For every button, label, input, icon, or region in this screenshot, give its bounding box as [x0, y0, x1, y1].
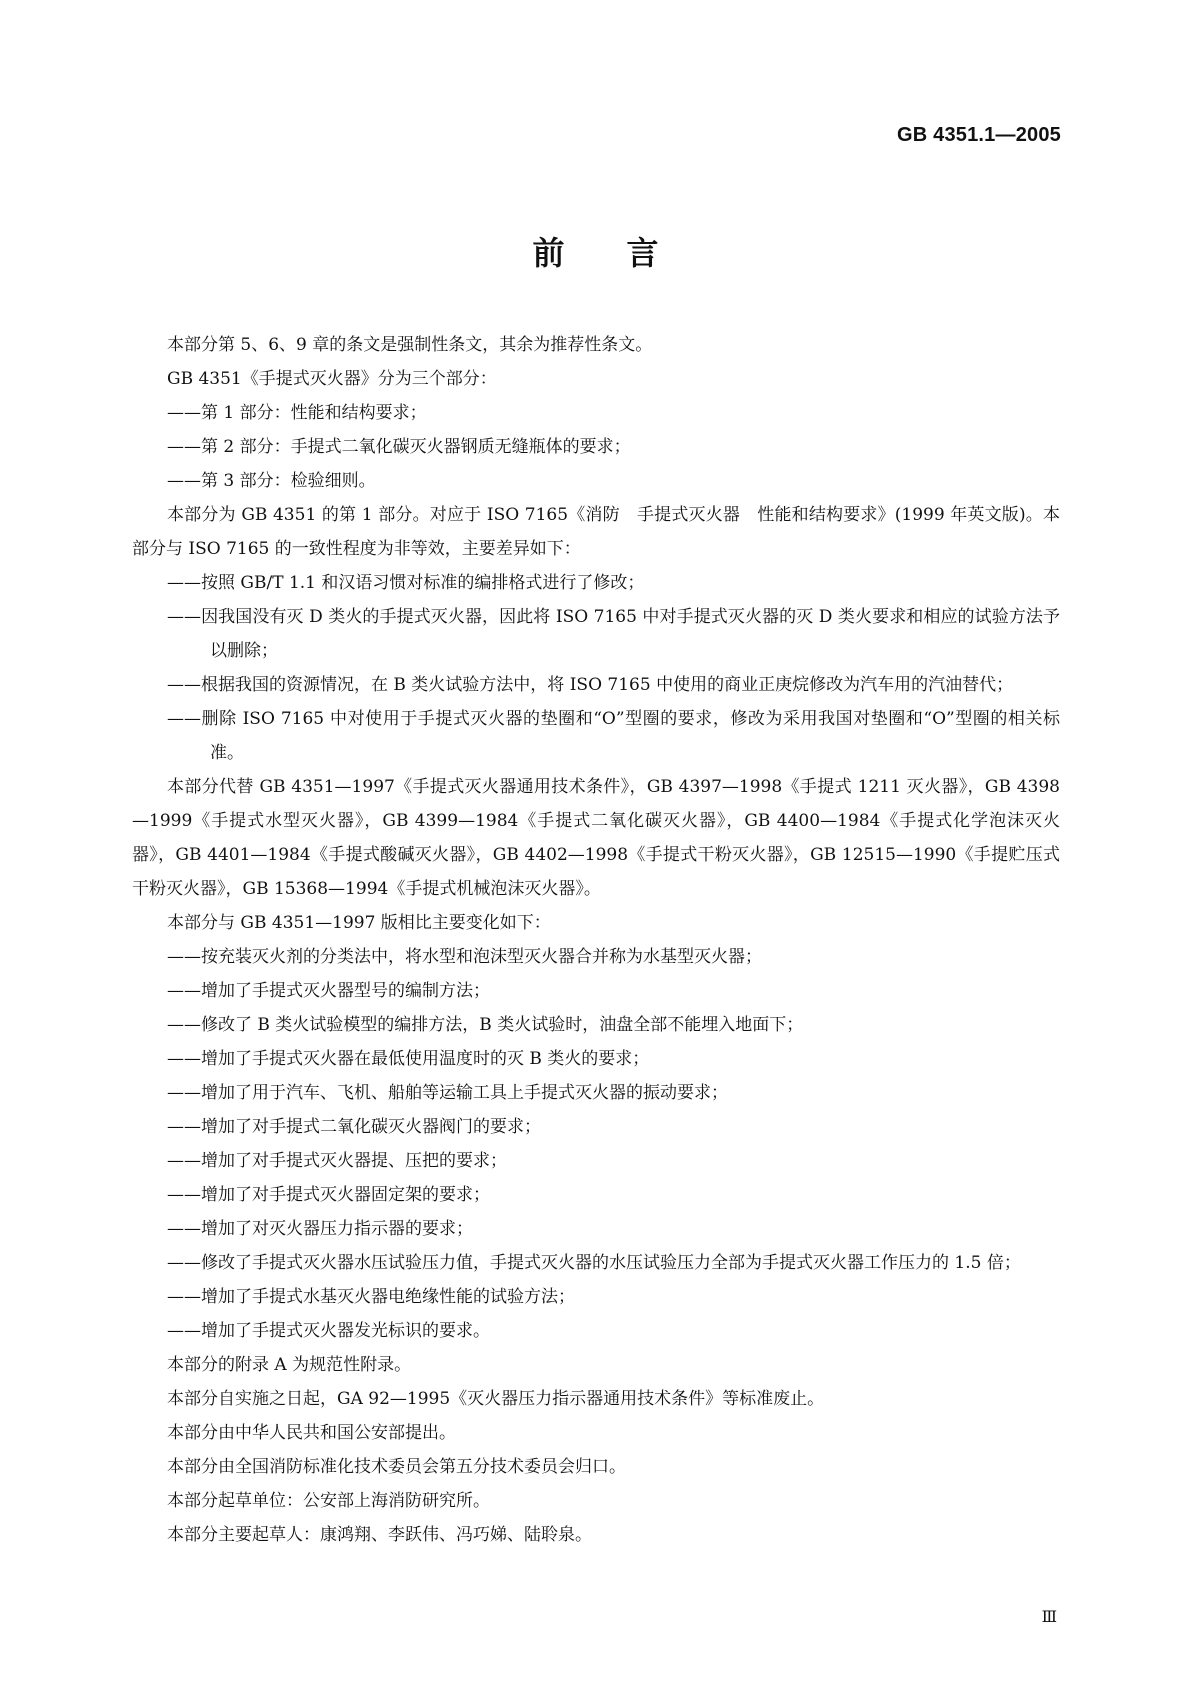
body-paragraph: 本部分由全国消防标准化技术委员会第五分技术委员会归口。	[167, 1457, 626, 1477]
list-item: ——第 1 部分：性能和结构要求；	[167, 403, 427, 423]
list-item: ——修改了手提式灭火器水压试验压力值，手提式灭火器的水压试验压力全部为手提式灭火器工作压力的 1.5 倍；	[167, 1253, 1021, 1273]
body-paragraph: 本部分第 5、6、9 章的条文是强制性条文，其余为推荐性条文。	[167, 335, 653, 355]
list-item: ——增加了对手提式灭火器固定架的要求；	[167, 1185, 490, 1205]
list-item: ——第 3 部分：检验细则。	[167, 471, 376, 491]
body-paragraph: 本部分由中华人民共和国公安部提出。	[167, 1423, 456, 1443]
list-item: ——增加了手提式灭火器在最低使用温度时的灭 B 类火的要求；	[167, 1049, 650, 1069]
body-paragraph: 本部分自实施之日起，GA 92—1995《灭火器压力指示器通用技术条件》等标准废止。	[167, 1389, 825, 1409]
list-item: ——第 2 部分：手提式二氧化碳灭火器钢质无缝瓶体的要求；	[167, 437, 631, 457]
body-paragraph: 本部分为 GB 4351 的第 1 部分。对应于 ISO 7165《消防 手提式灭火器 性能和结构要求》(1999 年英文版)。本部分与 ISO 7165 的一致性程度为非等效，主要差异如下：	[132, 505, 1060, 559]
page-number: Ⅲ	[1041, 1607, 1058, 1626]
list-item: ——增加了对手提式灭火器提、压把的要求；	[167, 1151, 507, 1171]
body-paragraph: 本部分代替 GB 4351—1997《手提式灭火器通用技术条件》，GB 4397—1998《手提式 1211 灭火器》，GB 4398—1999《手提式水型灭火器》，GB 4399—1984《手提式二氧化碳灭火器》，GB 4400—1984《手提式化学泡沫灭火器》，GB 4401—1984《手提式酸碱灭火器》，GB 4402—1998《手提式干粉灭火器》，GB 12515—1990《手提贮压式干粉灭火器》，GB 15368—1994《手提式机械泡沫灭火器》。	[132, 777, 1060, 899]
standard-code: GB 4351.1—2005	[896, 124, 1061, 146]
list-item: ——按照 GB/T 1.1 和汉语习惯对标准的编排格式进行了修改；	[167, 573, 645, 593]
list-item: ——删除 ISO 7165 中对使用于手提式灭火器的垫圈和“O”型圈的要求，修改为采用我国对垫圈和“O”型圈的相关标准。	[167, 709, 1060, 763]
list-item: ——增加了对手提式二氧化碳灭火器阀门的要求；	[167, 1117, 541, 1137]
body-paragraph: 本部分的附录 A 为规范性附录。	[167, 1355, 412, 1375]
body-paragraph: 本部分主要起草人：康鸿翔、李跃伟、冯巧娣、陆聆泉。	[167, 1525, 592, 1545]
list-item: ——增加了对灭火器压力指示器的要求；	[167, 1219, 473, 1239]
list-item: ——根据我国的资源情况，在 B 类火试验方法中，将 ISO 7165 中使用的商业正庚烷修改为汽车用的汽油替代；	[167, 675, 1014, 695]
list-item: ——修改了 B 类火试验模型的编排方法，B 类火试验时，油盘全部不能埋入地面下；	[167, 1015, 804, 1035]
body-paragraph: 本部分起草单位：公安部上海消防研究所。	[167, 1491, 490, 1511]
list-item: ——增加了手提式水基灭火器电绝缘性能的试验方法；	[167, 1287, 575, 1307]
list-item: ——因我国没有灭 D 类火的手提式灭火器，因此将 ISO 7165 中对手提式灭火器的灭 D 类火要求和相应的试验方法予以删除；	[167, 607, 1060, 661]
list-item: ——增加了手提式灭火器发光标识的要求。	[167, 1321, 490, 1341]
body-paragraph: 本部分与 GB 4351—1997 版相比主要变化如下：	[167, 913, 551, 933]
page-title: 前言	[532, 234, 721, 272]
list-item: ——增加了手提式灭火器型号的编制方法；	[167, 981, 490, 1001]
list-item: ——按充装灭火剂的分类法中，将水型和泡沫型灭火器合并称为水基型灭火器；	[167, 947, 762, 967]
foreword-body	[132, 328, 1060, 1552]
list-item: ——增加了用于汽车、飞机、船舶等运输工具上手提式灭火器的振动要求；	[167, 1083, 728, 1103]
body-paragraph: GB 4351《手提式灭火器》分为三个部分：	[167, 369, 497, 389]
